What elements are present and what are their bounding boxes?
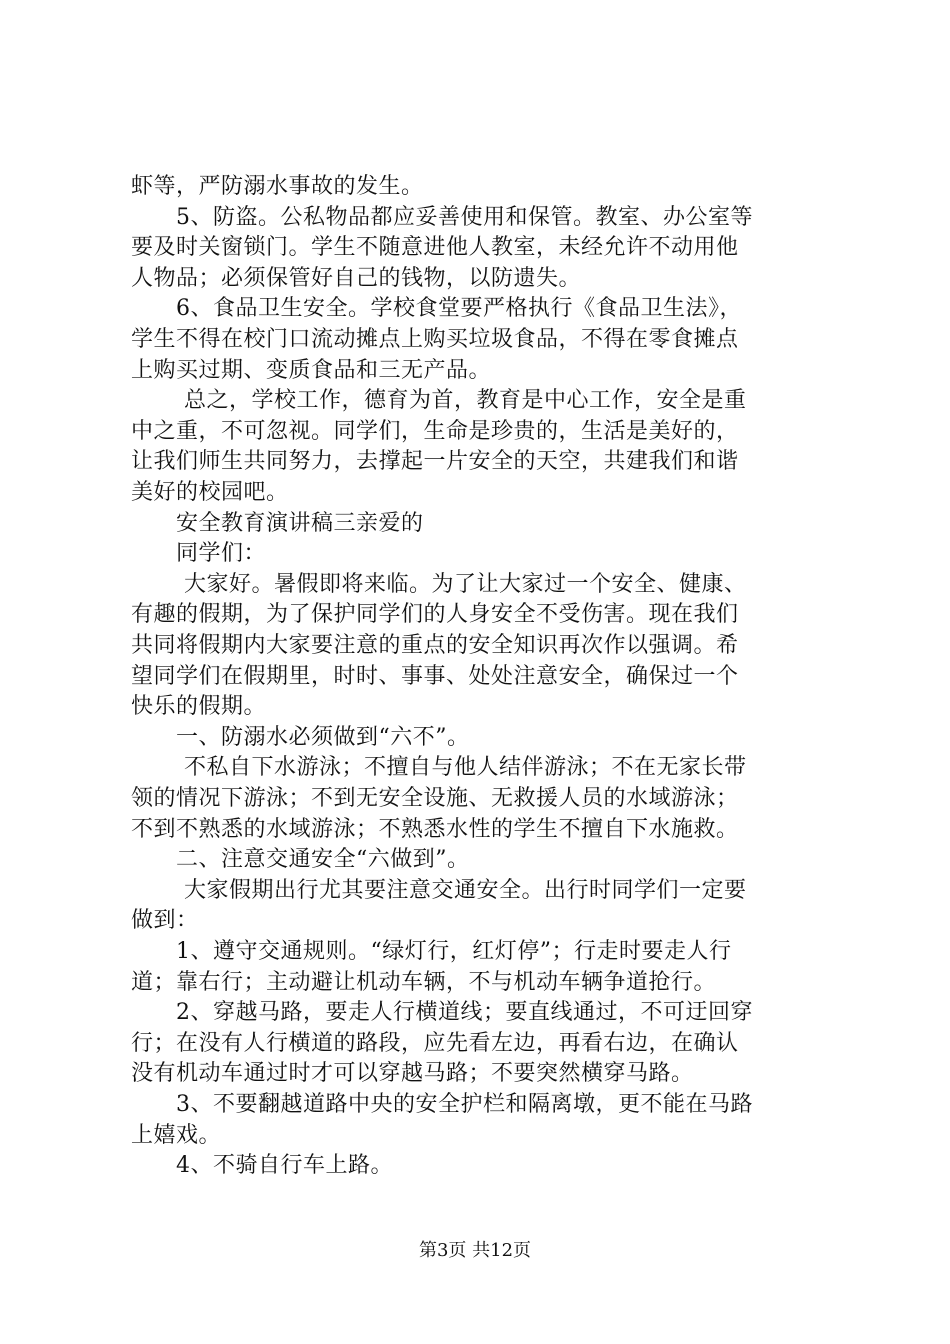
text-line: 5、防盗。公私物品都应妥善使用和保管。教室、办公室等 — [176, 204, 753, 230]
text-line: 共同将假期内大家要注意的重点的安全知识再次作以强调。希 — [131, 633, 739, 658]
text-line: 同学们： — [176, 541, 267, 567]
text-line: 不私自下水游泳；不擅自与他人结伴游泳；不在无家长带 — [184, 755, 747, 781]
text-line: 做到： — [131, 908, 199, 934]
page-number-footer: 第3页 共12页 — [418, 1240, 532, 1261]
text-line: 中之重，不可忽视。同学们，生命是珍贵的，生活是美好的， — [131, 418, 739, 444]
text-line: 望同学们在假期里，时时、事事、处处注意安全，确保过一个 — [131, 663, 739, 689]
text-line: 安全教育演讲稿三亲爱的 — [176, 510, 424, 536]
text-line: 有趣的假期，为了保护同学们的人身安全不受伤害。现在我们 — [131, 602, 739, 628]
text-line: 1、遵守交通规则。“绿灯行，红灯停”；行走时要走人行 — [176, 939, 732, 964]
text-line: 一、防溺水必须做到“六不”。 — [176, 724, 470, 750]
text-line: 6、食品卫生安全。学校食堂要严格执行《食品卫生法》， — [176, 296, 742, 322]
text-line: 总之，学校工作，德育为首，教育是中心工作，安全是重 — [184, 388, 747, 414]
text-line: 虾等，严防溺水事故的发生。 — [131, 174, 424, 199]
text-line: 学生不得在校门口流动摊点上购买垃圾食品，不得在零食摊点 — [131, 327, 739, 352]
text-line: 4、不骑自行车上路。 — [176, 1153, 393, 1179]
text-line: 要及时关窗锁门。学生不随意进他人教室，未经允许不动用他 — [131, 235, 739, 261]
text-line: 上嬉戏。 — [131, 1122, 222, 1148]
text-line: 2、穿越马路，要走人行横道线；要直线通过，不可迂回穿 — [176, 1000, 753, 1026]
text-line: 上购买过期、变质食品和三无产品。 — [131, 357, 492, 383]
text-line: 大家假期出行尤其要注意交通安全。出行时同学们一定要 — [184, 877, 747, 903]
text-line: 二、注意交通安全“六做到”。 — [176, 847, 470, 873]
text-line: 道；靠右行；主动避让机动车辆，不与机动车辆争道抢行。 — [131, 969, 717, 995]
text-line: 让我们师生共同努力，去撑起一片安全的天空，共建我们和谐 — [131, 449, 739, 475]
text-line: 领的情况下游泳；不到无安全设施、无救援人员的水域游泳； — [131, 786, 739, 811]
text-line: 行；在没有人行横道的路段，应先看左边，再看右边，在确认 — [131, 1030, 739, 1056]
text-line: 3、不要翻越道路中央的安全护栏和隔离墩，更不能在马路 — [176, 1092, 753, 1117]
text-line: 美好的校园吧。 — [131, 480, 289, 505]
text-line: 快乐的假期。 — [131, 694, 267, 720]
text-line: 大家好。暑假即将来临。为了让大家过一个安全、健康、 — [184, 571, 747, 597]
text-line: 人物品；必须保管好自己的钱物，以防遗失。 — [131, 265, 582, 291]
text-line: 不到不熟悉的水域游泳；不熟悉水性的学生不擅自下水施救。 — [131, 816, 739, 842]
text-line: 没有机动车通过时才可以穿越马路；不要突然横穿马路。 — [131, 1061, 694, 1087]
